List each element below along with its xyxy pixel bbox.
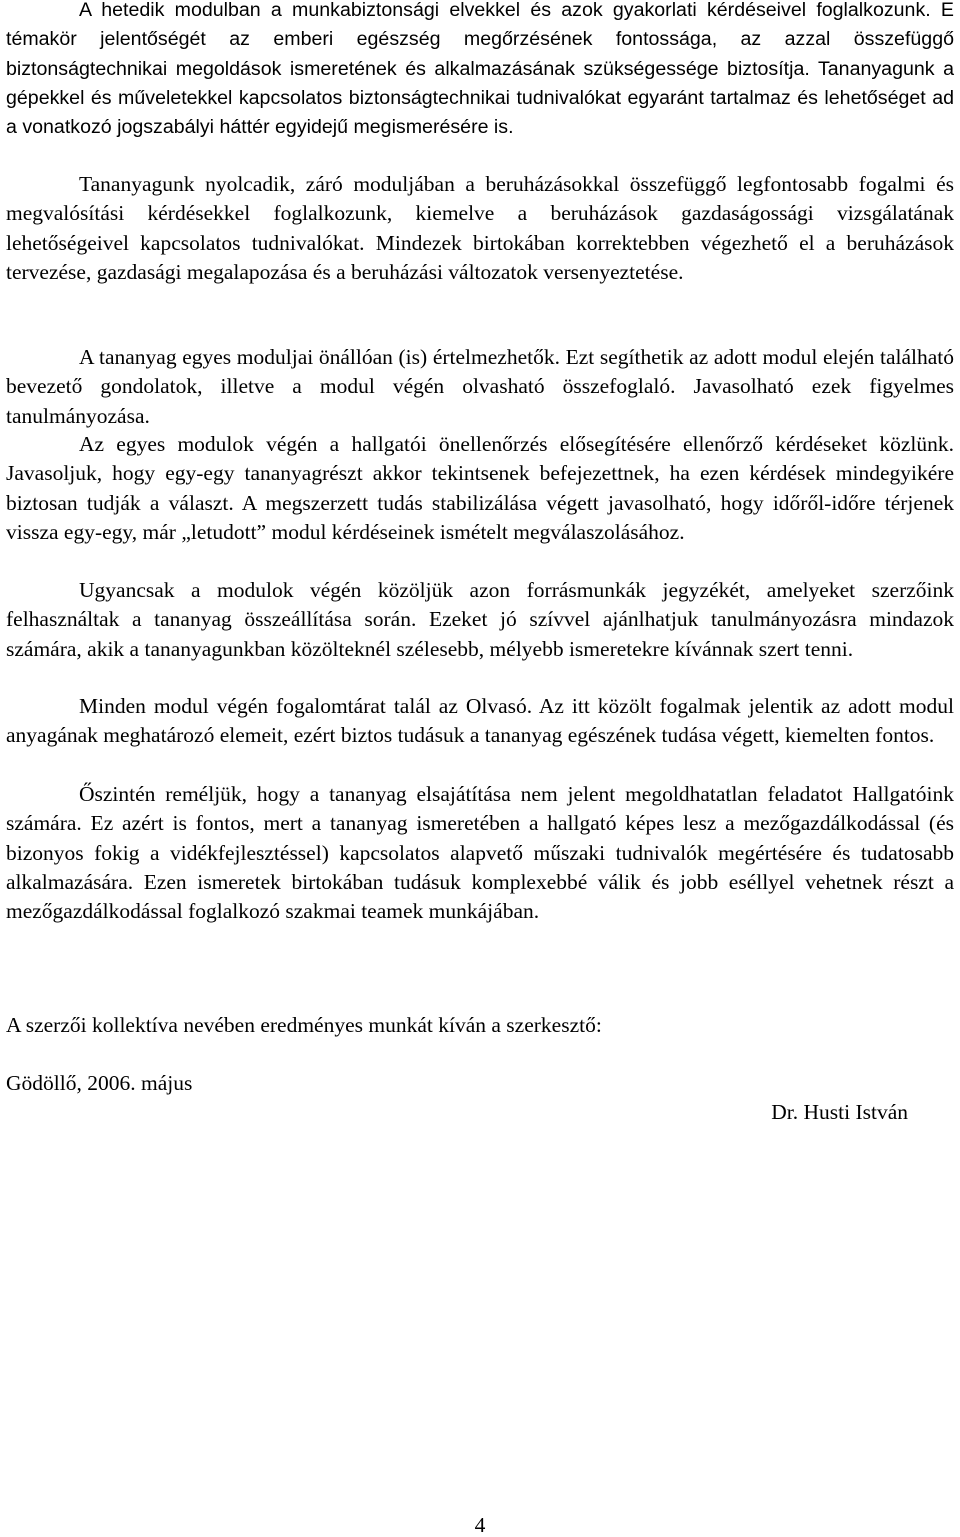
paragraph-module-eight: Tananyagunk nyolcadik, záró moduljában a beruházásokkal összefüggő legfontosabb fogalmi és megvalósítási kérdésekkel foglalkozunk, kiemelve a beruházások gazdaságossági vizsgálatának lehetőségeivel kapcsolatos tudnivalókat. Mindezek birtokában korrektebben végezhető el a beruházások tervezése, gazdasági megalapozása és a beruházási változatok versenyeztetése. [6,172,954,284]
paragraph-module-seven: A hetedik modulban a munkabiztonsági elvekkel és azok gyakorlati kérdéseivel foglalkozunk. E témakör jelentőségét az emberi egészség megőrzésének fontossága, az azzal összefüggő biztonságtechnikai megoldások ismeretének és alkalmazásának szükségessége biztosítja. Tananyagunk a gépekkel és műveletekkel kapcsolatos biztonságtechnikai tudnivalókat egyaránt tartalmaz és lehetőséget ad a vonatkozó jogszabályi háttér egyidejű megismerésére is. [6,0,954,139]
page-number: 4 [474,1513,486,1537]
paragraph-glossary: Minden modul végén fogalomtárat talál az Olvasó. Az itt közölt fogalmak jelentik az adott modul anyagának meghatározó elemeit, ezért biztos tudásuk a tananyag egészének tudása végett, kiemelten fontos. [6,694,954,748]
paragraph-closing-wishes: Őszintén reméljük, hogy a tananyag elsajátítása nem jelent megoldhatatlan feladatot Hallgatóink számára. Ez azért is fontos, mert a tananyag ismeretében a hallgató képes lesz a mezőgazdálkodással (és bizonyos fokig a vidékfejlesztéssel) kapcsolatos alapvető műszaki tudnivalók megértésére és tudatosabb alkalmazására. Ezen ismeretek birtokában tudásuk komplexebbé válik és jobb eséllyel vehetnek részt a mezőgazdálkodással foglalkozó szakmai teamek munkájában. [6,782,954,924]
paragraph-control-questions: Az egyes modulok végén a hallgatói önellenőrzés elősegítésére ellenőrző kérdéseket közlünk. Javasoljuk, hogy egy-egy tananyagrészt akkor tekintsenek befejezettnek, ha ezen kérdések mindegyikére biztosan tudják a választ. A megszerzett tudás stabilizálása végett javasolható, hogy időről-időre térjenek vissza egy-egy, már „letudott” modul kérdéseinek ismételt megválaszolásához. [6,432,954,544]
paragraph-sources: Ugyancsak a modulok végén közöljük azon forrásmunkák jegyzékét, amelyeket szerzőink felhasználtak a tananyag összeállítása során. Ezeket jó szívvel ajánlhatjuk tanulmányozásra mindazok számára, akik a tananyagunkban közölteknél szélesebb, mélyebb ismeretekre kívánnak szert tenni. [6,578,954,661]
paragraph-independent-modules: A tananyag egyes moduljai önállóan (is) értelmezhetők. Ezt segíthetik az adott modul elején található bevezető gondolatok, illetve a modul végén olvasható összefoglaló. Javasolható ezek figyelmes tanulmányozása. [6,345,954,428]
closing-line: A szerzői kollektíva nevében eredményes munkát kíván a szerkesztő: [6,1013,602,1037]
signature-name: Dr. Husti István [771,1100,908,1124]
place-date: Gödöllő, 2006. május [6,1071,193,1095]
